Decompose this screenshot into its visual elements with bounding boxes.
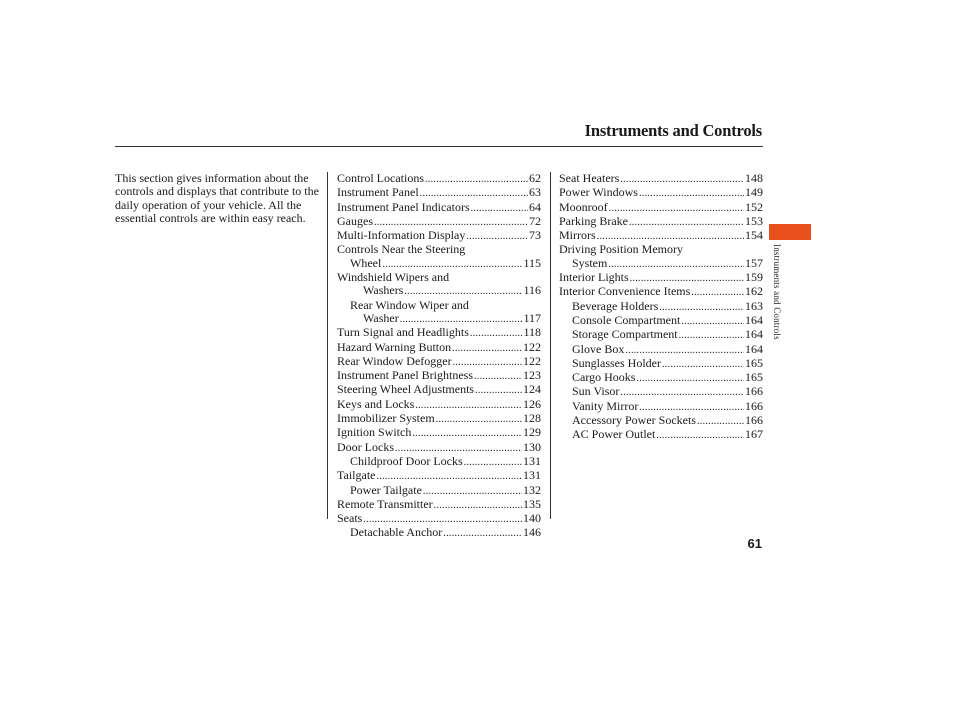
toc-entry[interactable] xyxy=(559,243,763,256)
toc-entry[interactable] xyxy=(337,326,541,340)
toc-entry-title: Wheel xyxy=(350,255,382,270)
toc-entry-page: 135 xyxy=(523,496,541,511)
toc-entry[interactable] xyxy=(337,383,541,397)
toc-entry-page: 166 xyxy=(745,413,763,428)
toc-entry-title: Detachable Anchor xyxy=(350,525,443,540)
toc-entry-page: 148 xyxy=(745,171,763,185)
toc-column-1 xyxy=(337,172,541,541)
toc-leader-dots xyxy=(691,285,744,299)
toc-leader-dots xyxy=(453,355,522,369)
toc-leader-dots xyxy=(395,441,522,455)
page-title: Instruments and Controls xyxy=(584,121,762,140)
toc-entry[interactable] xyxy=(559,285,763,299)
toc-entry-title: Power Tailgate xyxy=(350,482,422,497)
section-side-label: Instruments and Controls xyxy=(772,244,782,340)
toc-entry-page: 164 xyxy=(745,312,763,327)
toc-leader-dots xyxy=(423,484,522,498)
toc-entry-title: Mirrors xyxy=(559,228,596,243)
toc-entry-title: Moonroof xyxy=(559,199,608,214)
toc-entry-title: Seat Heaters xyxy=(559,171,620,185)
toc-entry[interactable] xyxy=(337,355,541,369)
toc-entry[interactable] xyxy=(559,201,763,215)
toc-entry-title: Power Windows xyxy=(559,185,638,200)
toc-entry[interactable] xyxy=(337,412,541,426)
toc-entry-title: Sunglasses Holder xyxy=(572,355,661,370)
toc-entry-title: Rear Window Wiper and xyxy=(350,297,469,312)
toc-leader-dots xyxy=(620,172,744,186)
toc-entry-title: Seats xyxy=(337,511,363,526)
toc-entry-page: 128 xyxy=(523,411,541,426)
toc-leader-dots xyxy=(629,215,744,229)
toc-leader-dots xyxy=(620,385,744,399)
toc-entry-page: 122 xyxy=(523,339,541,354)
toc-entry[interactable] xyxy=(337,312,541,326)
toc-leader-dots xyxy=(434,498,522,512)
toc-leader-dots xyxy=(659,300,744,314)
toc-leader-dots xyxy=(436,412,522,426)
toc-entry-title: Steering Wheel Adjustments xyxy=(337,382,475,397)
toc-entry-page: 159 xyxy=(745,270,763,285)
toc-entry[interactable] xyxy=(559,414,763,428)
toc-entry-page: 73 xyxy=(529,228,541,243)
toc-leader-dots xyxy=(374,215,528,229)
page-number: 61 xyxy=(747,536,762,551)
toc-entry-title: Childproof Door Locks xyxy=(350,453,463,468)
toc-entry-page: 164 xyxy=(745,341,763,356)
toc-entry[interactable] xyxy=(337,186,541,200)
toc-entry-title: Immobilizer System xyxy=(337,411,435,426)
toc-leader-dots xyxy=(609,201,744,215)
toc-leader-dots xyxy=(639,400,744,414)
toc-entry-page: 117 xyxy=(523,310,541,325)
toc-leader-dots xyxy=(452,341,522,355)
toc-entry[interactable] xyxy=(337,229,541,243)
toc-entry-page: 122 xyxy=(523,353,541,368)
toc-entry-title: System xyxy=(572,255,608,270)
toc-entry-title: Ignition Switch xyxy=(337,425,412,440)
toc-leader-dots xyxy=(443,526,522,540)
toc-entry-page: 132 xyxy=(523,482,541,497)
toc-entry[interactable] xyxy=(559,186,763,200)
toc-entry[interactable] xyxy=(559,400,763,414)
toc-entry-page: 126 xyxy=(523,396,541,411)
toc-entry-page: 129 xyxy=(523,425,541,440)
toc-entry[interactable] xyxy=(337,498,541,512)
toc-entry-title: Accessory Power Sockets xyxy=(572,413,696,428)
toc-entry-page: 115 xyxy=(523,255,541,270)
toc-leader-dots xyxy=(464,455,522,469)
toc-leader-dots xyxy=(679,328,744,342)
toc-entry-title: Washers xyxy=(363,283,404,298)
toc-leader-dots xyxy=(697,414,744,428)
toc-entry-page: 152 xyxy=(745,199,763,214)
toc-entry-page: 131 xyxy=(523,468,541,483)
toc-entry[interactable] xyxy=(337,398,541,412)
toc-entry-page: 149 xyxy=(745,185,763,200)
toc-leader-dots xyxy=(466,229,528,243)
toc-entry-title: Door Locks xyxy=(337,439,394,454)
toc-entry[interactable] xyxy=(559,229,763,243)
toc-entry-title: Windshield Wipers and xyxy=(337,270,450,285)
toc-entry-title: Glove Box xyxy=(572,341,625,356)
toc-entry[interactable] xyxy=(337,469,541,483)
toc-entry-title: Keys and Locks xyxy=(337,396,415,411)
toc-entry-page: 166 xyxy=(745,384,763,399)
toc-leader-dots xyxy=(470,326,523,340)
toc-entry[interactable] xyxy=(337,299,541,312)
toc-entry[interactable] xyxy=(559,172,763,186)
toc-entry[interactable] xyxy=(337,257,541,271)
toc-entry-page: 116 xyxy=(523,283,541,298)
toc-leader-dots xyxy=(404,284,522,298)
toc-entry-page: 165 xyxy=(745,355,763,370)
toc-entry-title: Parking Brake xyxy=(559,213,628,228)
toc-entry[interactable] xyxy=(337,271,541,284)
toc-leader-dots xyxy=(400,312,523,326)
toc-entry-title: Multi-Information Display xyxy=(337,228,466,243)
toc-entry-title: Washer xyxy=(363,310,399,325)
column-divider-1 xyxy=(327,172,328,519)
toc-entry[interactable] xyxy=(337,484,541,498)
toc-entry-title: Storage Compartment xyxy=(572,327,678,342)
toc-leader-dots xyxy=(681,314,744,328)
toc-entry-page: 154 xyxy=(745,228,763,243)
toc-leader-dots xyxy=(425,172,528,186)
toc-entry-title: Interior Convenience Items xyxy=(559,284,691,299)
toc-entry[interactable] xyxy=(559,385,763,399)
toc-entry-page: 118 xyxy=(523,325,541,340)
toc-entry[interactable] xyxy=(559,215,763,229)
toc-entry[interactable] xyxy=(559,357,763,371)
toc-entry[interactable] xyxy=(337,215,541,229)
toc-entry[interactable] xyxy=(337,512,541,526)
toc-leader-dots xyxy=(376,469,522,483)
toc-entry-page: 63 xyxy=(529,185,541,200)
toc-entry-title: Interior Lights xyxy=(559,270,629,285)
toc-entry-title: Control Locations xyxy=(337,171,424,185)
toc-entry-title: Rear Window Defogger xyxy=(337,353,452,368)
toc-leader-dots xyxy=(415,398,522,412)
toc-entry-page: 130 xyxy=(523,439,541,454)
toc-leader-dots xyxy=(639,186,744,200)
toc-entry-page: 62 xyxy=(529,171,541,185)
toc-entry[interactable] xyxy=(337,369,541,383)
toc-leader-dots xyxy=(420,186,528,200)
header-rule xyxy=(115,146,763,147)
intro-paragraph: This section gives information about the controls and displays that contribute to the daily operation of your vehicle. All the essential controls are within easy reach. xyxy=(115,171,319,225)
toc-entry-title: AC Power Outlet xyxy=(572,427,656,442)
toc-column-2 xyxy=(559,172,763,443)
toc-leader-dots xyxy=(636,371,744,385)
toc-leader-dots xyxy=(382,257,522,271)
toc-entry[interactable] xyxy=(337,201,541,215)
column-divider-2 xyxy=(550,172,551,519)
toc-entry[interactable] xyxy=(559,271,763,285)
toc-leader-dots xyxy=(662,357,744,371)
toc-entry-title: Instrument Panel Brightness xyxy=(337,368,473,383)
toc-entry-page: 123 xyxy=(523,368,541,383)
toc-entry[interactable] xyxy=(559,371,763,385)
toc-entry-title: Cargo Hooks xyxy=(572,370,636,385)
toc-entry-title: Console Compartment xyxy=(572,312,681,327)
toc-entry-title: Instrument Panel Indicators xyxy=(337,199,470,214)
toc-entry-page: 162 xyxy=(745,284,763,299)
toc-entry[interactable] xyxy=(337,441,541,455)
section-tab xyxy=(769,224,811,240)
toc-leader-dots xyxy=(474,369,522,383)
toc-leader-dots xyxy=(475,383,522,397)
toc-entry-title: Remote Transmitter xyxy=(337,496,433,511)
toc-entry-title: Instrument Panel xyxy=(337,185,419,200)
toc-leader-dots xyxy=(608,257,744,271)
toc-entry-page: 164 xyxy=(745,327,763,342)
toc-entry-title: Sun Visor xyxy=(572,384,620,399)
toc-leader-dots xyxy=(656,428,744,442)
toc-entry-page: 167 xyxy=(745,427,763,442)
toc-entry-page: 146 xyxy=(523,525,541,540)
toc-entry-title: Vanity Mirror xyxy=(572,398,639,413)
toc-entry-page: 64 xyxy=(529,199,541,214)
toc-leader-dots xyxy=(363,512,522,526)
toc-entry-page: 140 xyxy=(523,511,541,526)
toc-leader-dots xyxy=(625,343,744,357)
toc-entry-page: 72 xyxy=(529,213,541,228)
toc-entry-page: 131 xyxy=(523,453,541,468)
toc-entry[interactable] xyxy=(559,328,763,342)
toc-leader-dots xyxy=(471,201,528,215)
toc-entry-page: 163 xyxy=(745,298,763,313)
toc-entry[interactable] xyxy=(337,426,541,440)
toc-entry[interactable] xyxy=(559,300,763,314)
toc-entry[interactable] xyxy=(559,428,763,442)
toc-entry[interactable] xyxy=(559,343,763,357)
toc-entry-title: Beverage Holders xyxy=(572,298,659,313)
toc-entry[interactable] xyxy=(337,284,541,298)
toc-entry-title: Driving Position Memory xyxy=(559,242,684,257)
toc-entry-title: Controls Near the Steering xyxy=(337,242,466,257)
toc-entry-page: 124 xyxy=(523,382,541,397)
toc-entry[interactable] xyxy=(337,455,541,469)
toc-entry[interactable] xyxy=(559,257,763,271)
toc-entry-title: Gauges xyxy=(337,213,373,228)
toc-leader-dots xyxy=(597,229,744,243)
toc-entry[interactable] xyxy=(337,341,541,355)
toc-entry-page: 157 xyxy=(745,255,763,270)
toc-entry-page: 165 xyxy=(745,370,763,385)
toc-leader-dots xyxy=(630,271,744,285)
toc-entry[interactable] xyxy=(337,526,541,540)
toc-entry[interactable] xyxy=(337,243,541,256)
toc-entry-title: Hazard Warning Button xyxy=(337,339,452,354)
toc-leader-dots xyxy=(412,426,522,440)
toc-entry-title: Turn Signal and Headlights xyxy=(337,325,469,340)
toc-entry-page: 166 xyxy=(745,398,763,413)
toc-entry[interactable] xyxy=(337,172,541,186)
toc-entry-page: 153 xyxy=(745,213,763,228)
toc-entry-title: Tailgate xyxy=(337,468,376,483)
toc-entry[interactable] xyxy=(559,314,763,328)
